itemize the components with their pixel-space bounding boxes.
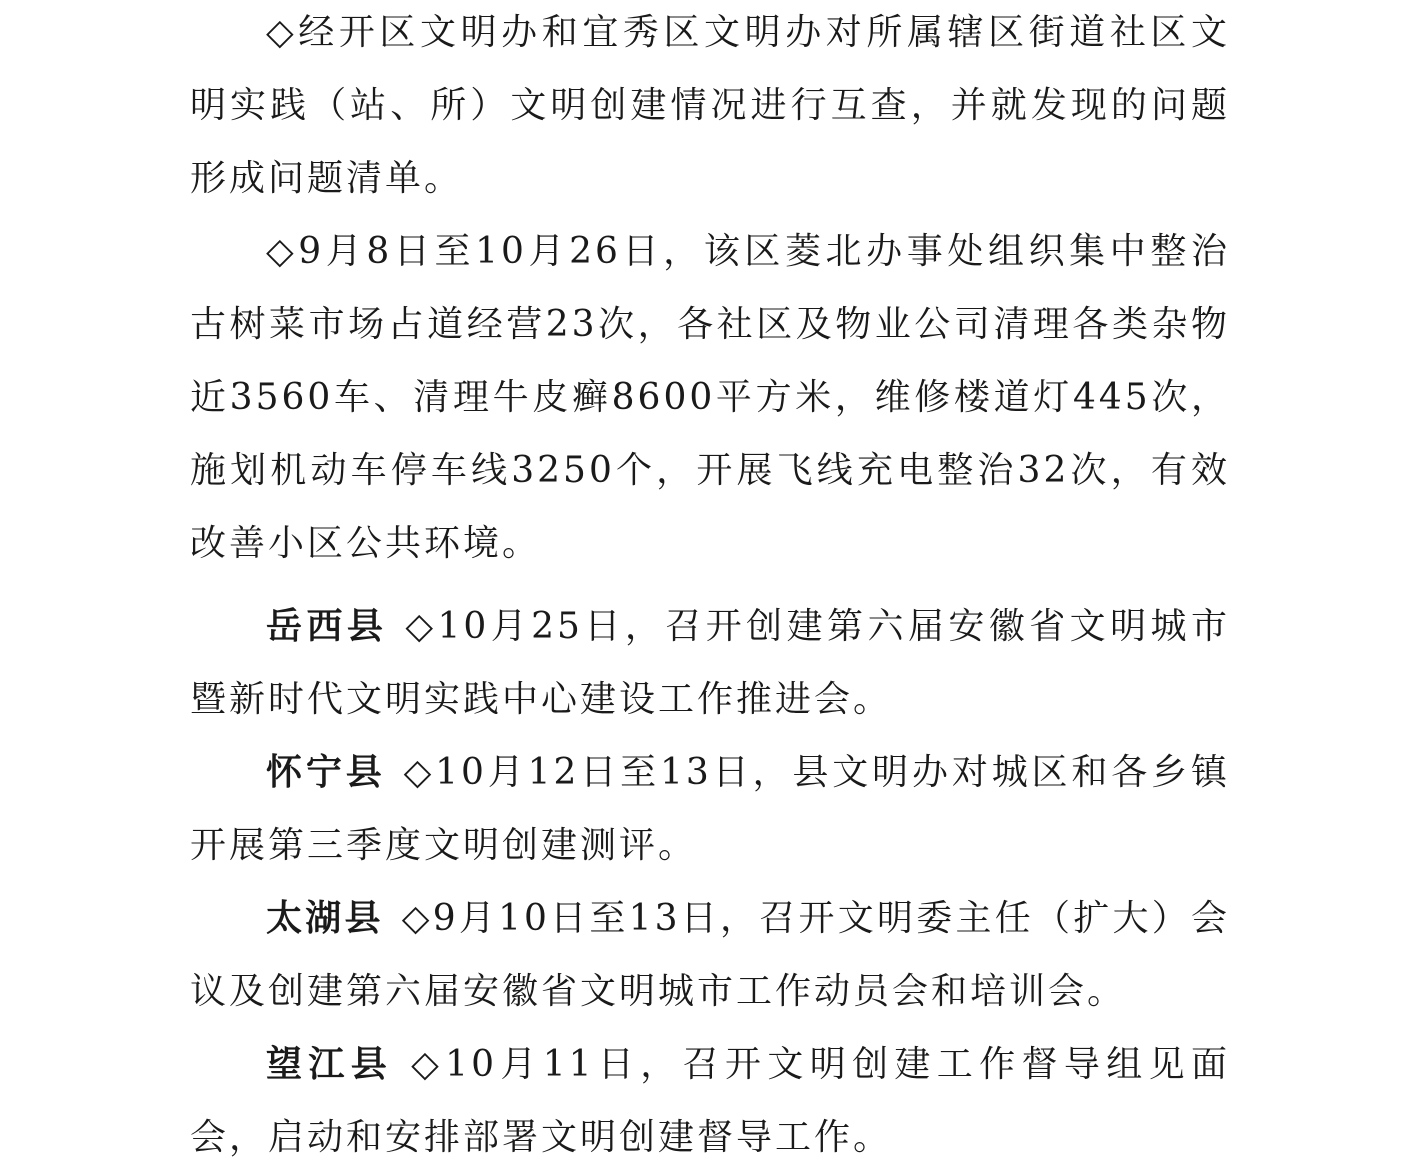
paragraph-jingkai xyxy=(190,0,1230,215)
paragraph-taihu xyxy=(190,882,1230,1028)
paragraph-text: ◇9月10日至13日，召开文明委主任（扩大）会议及创建第六届安徽省文明城市工作动员会和培训会。 xyxy=(190,898,1230,1012)
paragraph-text: ◇9月8日至10月26日，该区菱北办事处组织集中整治古树菜市场占道经营23次，各社区及物业公司清理各类杂物近3560车、清理牛皮癣8600平方米，维修楼道灯445次，施划机动车停车线3250个，开展飞线充电整治32次，有效改善小区公共环境。 xyxy=(190,231,1230,564)
document-page xyxy=(190,0,1230,1174)
paragraph-lingbei xyxy=(190,215,1230,580)
paragraph-text: ◇10月25日，召开创建第六届安徽省文明城市暨新时代文明实践中心建设工作推进会。 xyxy=(190,606,1230,720)
county-name: 太湖县 xyxy=(266,897,384,939)
paragraph-text: ◇10月12日至13日，县文明办对城区和各乡镇开展第三季度文明创建测评。 xyxy=(190,752,1230,866)
county-name: 怀宁县 xyxy=(266,751,386,793)
paragraph-huaining xyxy=(190,736,1230,882)
paragraph-text: ◇10月11日，召开文明创建工作督导组见面会，启动和安排部署文明创建督导工作。 xyxy=(190,1044,1230,1158)
county-name: 岳西县 xyxy=(266,605,388,647)
paragraph-wangjiang xyxy=(190,1028,1230,1174)
paragraph-yuexi xyxy=(190,590,1230,736)
paragraph-text: ◇经开区文明办和宜秀区文明办对所属辖区街道社区文明实践（站、所）文明创建情况进行互查，并就发现的问题形成问题清单。 xyxy=(190,12,1230,199)
county-name: 望江县 xyxy=(266,1043,394,1085)
